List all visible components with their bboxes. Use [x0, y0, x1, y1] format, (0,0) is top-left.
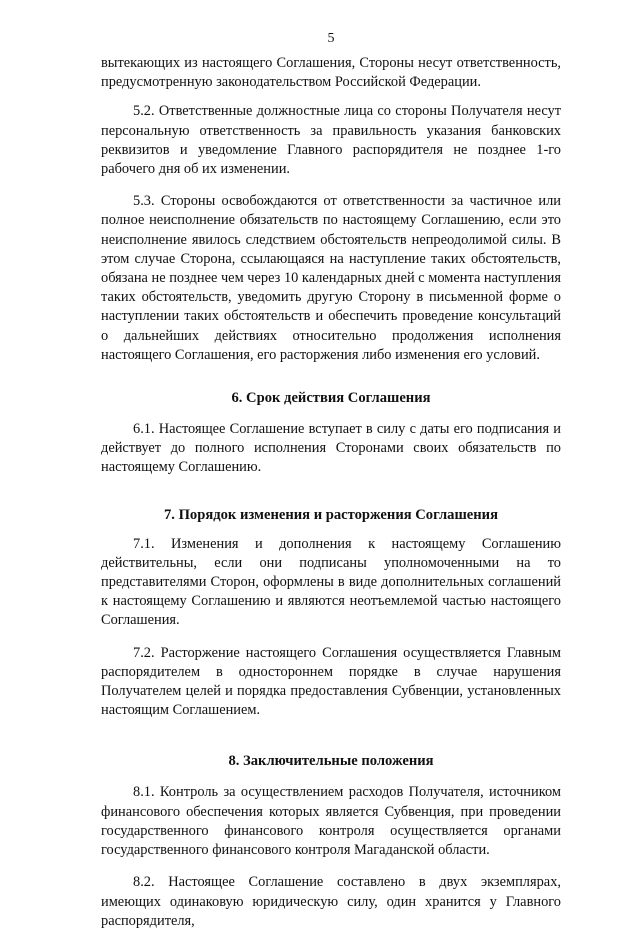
section-heading-8: 8. Заключительные положения: [228, 753, 434, 770]
paragraph-7-2: 7.2. Расторжение настоящего Соглашения осуществляется Главным распорядителем в одностороннем порядке в случае нарушения Получателем целей и порядка предоставления Субвенции, установленных настоящим Соглашением.: [101, 644, 561, 719]
document-page: [101, 30, 561, 931]
paragraph-8-2: 8.2. Настоящее Соглашение составлено в двух экземплярах, имеющих одинаковую юридическую силу, один хранится у Главного распорядителя,: [101, 874, 561, 929]
paragraph-8-1: 8.1. Контроль за осуществлением расходов Получателя, источником финансового обеспечения которых является Субвенция, при проведении государственного финансового контроля осуществляется органами государственного финансового контроля Магаданской области.: [101, 784, 561, 859]
page-number: 5: [327, 31, 335, 46]
section-heading-6: 6. Срок действия Соглашения: [231, 390, 431, 407]
paragraph-6-1: 6.1. Настоящее Соглашение вступает в силу с даты его подписания и действует до полного исполнения Сторонами своих обязательств по настоящему Соглашению.: [101, 421, 561, 476]
paragraph-7-1: 7.1. Изменения и дополнения к настоящему Соглашению действительны, если они подписаны уполномоченными на то представителями Сторон, оформлены в виде дополнительных соглашений к настоящему Соглашению и являются неотъемлемой частью настоящего Соглашения.: [101, 535, 561, 629]
paragraph-5-3: 5.3. Стороны освобождаются от ответственности за частичное или полное неисполнение обязательств по настоящему Соглашению, если это неисполнение явилось следствием обстоятельств непреодолимой силы. В этом случае Сторона, ссылающаяся на наступление таких обстоятельств, обязана не позднее чем через 10 календарных дней с момента наступления таких обстоятельств, уведомить другую Сторону в письменной форме о наступлении таких обстоятельств и обеспечить проведение консультаций о дальнейших действиях относительно продолжения исполнения настоящего Соглашения, его расторжения либо изменения его условий.: [101, 193, 561, 363]
paragraph-continuation: вытекающих из настоящего Соглашения, Стороны несут ответственность, предусмотренную законодательством Российской Федерации.: [101, 55, 561, 91]
section-heading-7: 7. Порядок изменения и расторжения Соглашения: [163, 506, 498, 523]
paragraph-5-2: 5.2. Ответственные должностные лица со стороны Получателя несут персональную ответственность за правильность указания банковских реквизитов и уведомление Главного распорядителя не позднее 1-го рабочего дня об их изменении.: [101, 103, 561, 178]
